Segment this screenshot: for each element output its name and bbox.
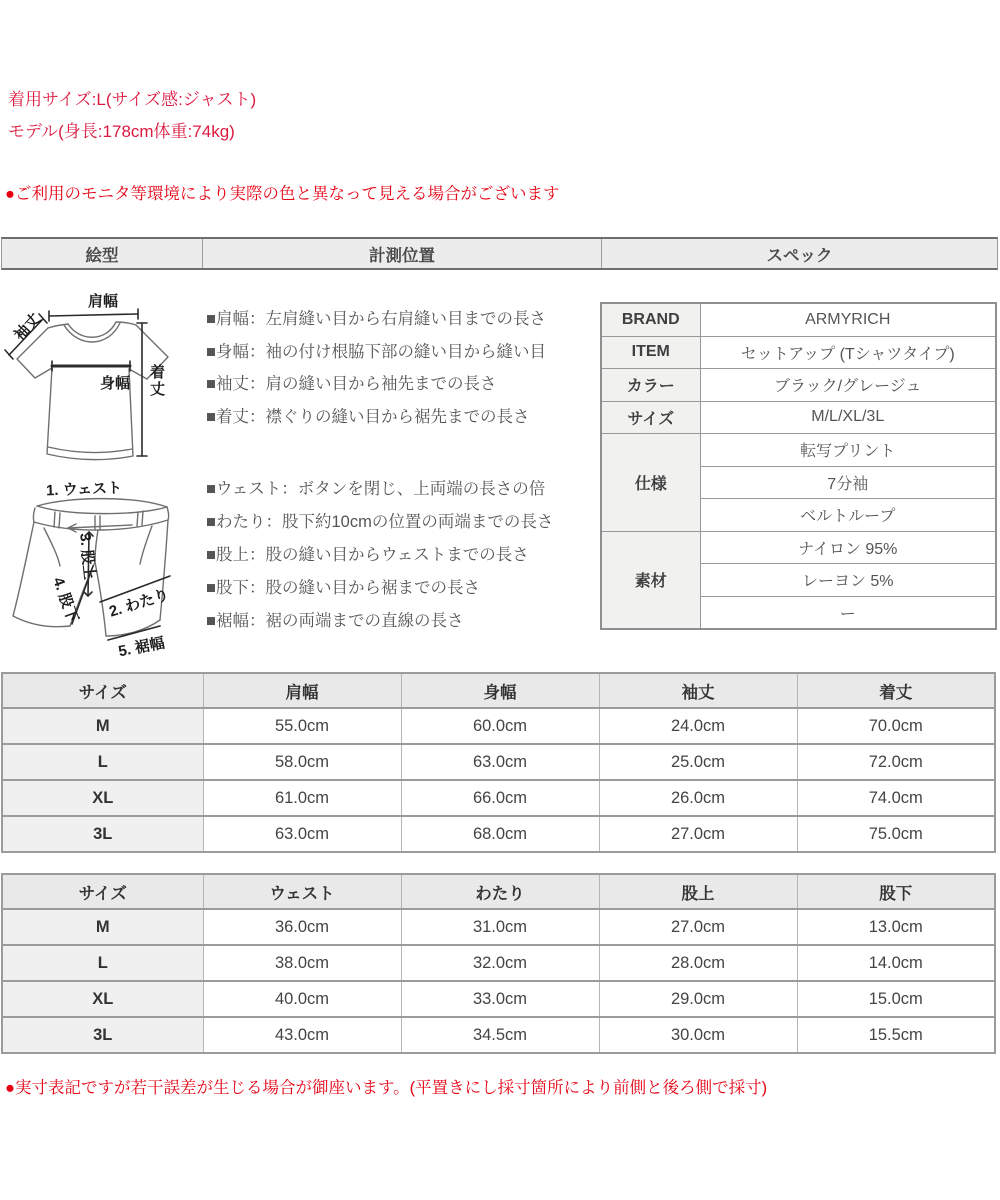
column-header-waist: ウェスト: [203, 874, 401, 909]
table-row: [2, 816, 995, 852]
size-cell: XL: [2, 981, 203, 1017]
spec-value-material-1: ナイロン 95%: [700, 531, 996, 564]
measure-desc-inseam: ■股下：股の縫い目から裾までの長さ: [206, 579, 480, 597]
value-cell: 72.0cm: [797, 744, 995, 780]
spec-label-feature: 仕様: [601, 434, 700, 532]
value-cell: 70.0cm: [797, 708, 995, 744]
tshirt-chest-label: 身幅: [100, 375, 131, 392]
column-header-chest: 身幅: [401, 673, 599, 708]
tshirt-sleeve-label: 袖丈: [11, 310, 45, 344]
table-row: [2, 945, 995, 981]
value-cell: 43.0cm: [203, 1017, 401, 1053]
header-row: [2, 673, 995, 708]
wear-info-block: [8, 84, 256, 148]
shirt-measure-descriptions: [206, 303, 606, 433]
spec-row-item: [601, 336, 996, 369]
value-cell: 14.0cm: [797, 945, 995, 981]
value-cell: 68.0cm: [401, 816, 599, 852]
value-cell: 15.5cm: [797, 1017, 995, 1053]
spec-label-brand: BRAND: [601, 303, 700, 336]
spec-table: [600, 302, 997, 630]
table-row: [2, 1017, 995, 1053]
value-cell: 29.0cm: [599, 981, 797, 1017]
column-header-sleeve: 袖丈: [599, 673, 797, 708]
pants-size-table: [1, 873, 996, 1054]
value-cell: 31.0cm: [401, 909, 599, 945]
value-cell: 66.0cm: [401, 780, 599, 816]
value-cell: 13.0cm: [797, 909, 995, 945]
measure-desc-length: ■着丈：襟ぐりの縫い目から裾先までの長さ: [206, 407, 530, 426]
tshirt-shoulder-label: 肩幅: [88, 293, 119, 310]
spec-label-color: カラー: [601, 369, 700, 402]
value-cell: 15.0cm: [797, 981, 995, 1017]
spec-row-material: [601, 531, 996, 564]
value-cell: 33.0cm: [401, 981, 599, 1017]
spec-value-feature-2: 7分袖: [700, 466, 996, 499]
spec-value-material-2: レーヨン 5%: [700, 564, 996, 597]
measure-desc-rise: ■股上：股の縫い目からウェストまでの長さ: [206, 546, 529, 564]
value-cell: 25.0cm: [599, 744, 797, 780]
section-header: [1, 237, 998, 270]
measure-desc-waist: ■ウェスト：ボタンを閉じ、上両端の長さの倍: [206, 480, 546, 498]
spec-value-item: セットアップ (Tシャツタイプ): [700, 336, 996, 369]
size-cell: L: [2, 744, 203, 780]
section-header-drawing: 絵型: [2, 239, 203, 268]
column-header-size: サイズ: [2, 673, 203, 708]
size-cell: 3L: [2, 1017, 203, 1053]
section-header-measure-position: 計測位置: [203, 239, 602, 268]
measure-desc-chest: ■身幅：袖の付け根脇下部の縫い目から縫い目: [206, 342, 546, 361]
shorts-waist-label: 1. ウェスト: [45, 479, 123, 500]
measure-desc-thigh: ■わたり：股下約10cmの位置の両端までの長さ: [206, 513, 554, 531]
column-header-inseam: 股下: [797, 874, 995, 909]
spec-label-item: ITEM: [601, 336, 700, 369]
pants-measure-descriptions: [206, 473, 606, 638]
spec-label-material: 素材: [601, 531, 700, 629]
value-cell: 60.0cm: [401, 708, 599, 744]
value-cell: 61.0cm: [203, 780, 401, 816]
spec-value-color: ブラック/グレージュ: [700, 369, 996, 402]
shorts-hem-label: 5. 裾幅: [116, 634, 167, 661]
value-cell: 30.0cm: [599, 1017, 797, 1053]
value-cell: 24.0cm: [599, 708, 797, 744]
value-cell: 36.0cm: [203, 909, 401, 945]
shirt-size-table: [1, 672, 996, 853]
table-row: [2, 708, 995, 744]
value-cell: 26.0cm: [599, 780, 797, 816]
spec-value-brand: ARMYRICH: [700, 303, 996, 336]
section-header-spec: スペック: [766, 246, 833, 265]
spec-row-size: [601, 401, 996, 434]
model-info-text: モデル(身長:178cm体重:74kg): [8, 122, 235, 141]
value-cell: 75.0cm: [797, 816, 995, 852]
shorts-thigh-label: 2. わたり: [107, 586, 172, 621]
measure-desc-shoulder: ■肩幅：左肩縫い目から右肩縫い目までの長さ: [206, 310, 546, 328]
tshirt-length-label: 着丈: [148, 364, 165, 398]
monitor-color-note: ●ご利用のモニタ等環境により実際の色と異なって見える場合がございます: [5, 185, 560, 203]
value-cell: 28.0cm: [599, 945, 797, 981]
value-cell: 63.0cm: [401, 744, 599, 780]
value-cell: 63.0cm: [203, 816, 401, 852]
measurement-tolerance-note: ●実寸表記ですが若干誤差が生じる場合が御座います。(平置きにし採寸箇所により前側と後ろ側で採寸): [5, 1079, 768, 1097]
value-cell: 27.0cm: [599, 909, 797, 945]
measure-desc-sleeve: ■袖丈：肩の縫い目から袖先までの長さ: [206, 375, 497, 393]
size-cell: XL: [2, 780, 203, 816]
shorts-inseam-label: 4. 股下: [49, 575, 82, 625]
spec-value-feature-3: ベルトループ: [700, 499, 996, 532]
header-row: [2, 874, 995, 909]
value-cell: 32.0cm: [401, 945, 599, 981]
spec-value-feature-1: 転写プリント: [700, 434, 996, 467]
value-cell: 58.0cm: [203, 744, 401, 780]
table-row: [2, 780, 995, 816]
value-cell: 38.0cm: [203, 945, 401, 981]
table-row: [2, 981, 995, 1017]
table-row: [2, 744, 995, 780]
spec-value-size: M/L/XL/3L: [700, 401, 996, 434]
column-header-thigh: わたり: [401, 874, 599, 909]
value-cell: 40.0cm: [203, 981, 401, 1017]
value-cell: 74.0cm: [797, 780, 995, 816]
table-row: [2, 909, 995, 945]
column-header-rise: 股上: [599, 874, 797, 909]
size-cell: M: [2, 708, 203, 744]
spec-value-material-3: ー: [700, 596, 996, 629]
spec-row-brand: [601, 303, 996, 336]
spec-row-color: [601, 369, 996, 402]
column-header-size: サイズ: [2, 874, 203, 909]
size-cell: M: [2, 909, 203, 945]
shorts-rise-label: 3. 股上: [76, 532, 98, 581]
value-cell: 27.0cm: [599, 816, 797, 852]
shorts-diagram: [0, 466, 200, 661]
spec-row-feature: [601, 434, 996, 467]
spec-label-size: サイズ: [601, 401, 700, 434]
value-cell: 55.0cm: [203, 708, 401, 744]
wear-size-text: 着用サイズ:L(サイズ感:ジャスト): [8, 90, 257, 109]
size-cell: L: [2, 945, 203, 981]
column-header-shoulder: 肩幅: [203, 673, 401, 708]
column-header-length: 着丈: [797, 673, 995, 708]
tshirt-diagram: [2, 286, 202, 468]
size-cell: 3L: [2, 816, 203, 852]
measure-desc-hem: ■裾幅：裾の両端までの直線の長さ: [206, 612, 464, 630]
value-cell: 34.5cm: [401, 1017, 599, 1053]
